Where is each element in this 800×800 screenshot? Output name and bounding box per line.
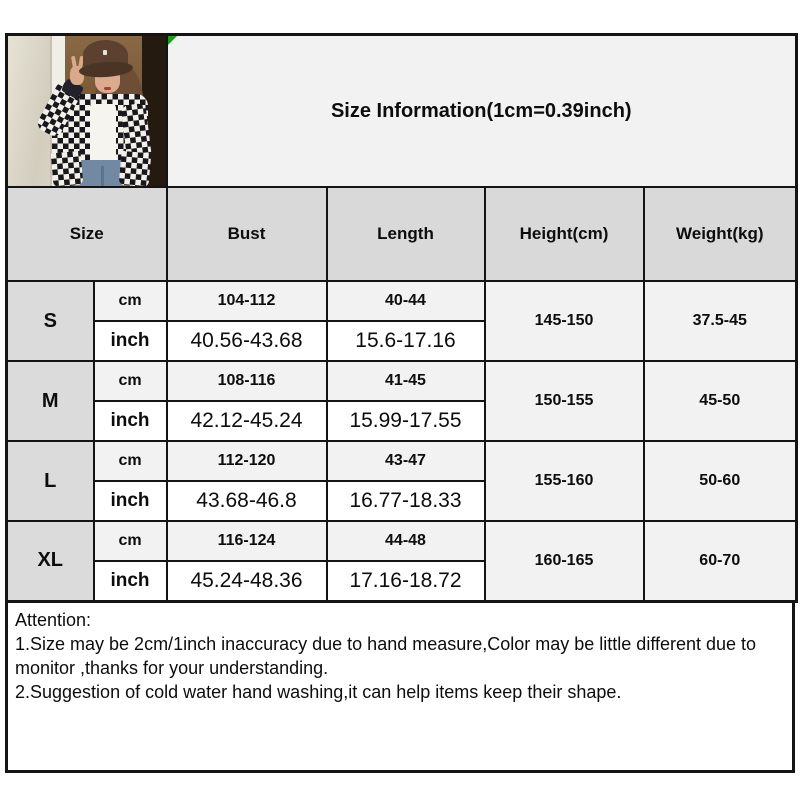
unit-label-cm: cm [94,441,167,481]
cell-corner-marker [168,36,177,45]
unit-label-cm: cm [94,361,167,401]
length-cm-xl: 44-48 [327,521,485,561]
unit-label-inch: inch [94,401,167,441]
size-label-l: L [7,441,94,521]
unit-label-inch: inch [94,321,167,361]
column-header-size: Size [7,187,167,281]
bust-inch-xl: 45.24-48.36 [167,561,327,601]
length-cm-m: 41-45 [327,361,485,401]
bust-inch-m: 42.12-45.24 [167,401,327,441]
column-header-bust: Bust [167,187,327,281]
size-table [5,33,798,603]
unit-label-cm: cm [94,281,167,321]
length-inch-s: 15.6-17.16 [327,321,485,361]
column-header-length: Length [327,187,485,281]
height-s: 145-150 [485,281,644,361]
page-title-cell [167,35,797,188]
weight-xl: 60-70 [644,521,797,601]
attention-line-2: 2.Suggestion of cold water hand washing,it can help items keep their shape. [15,681,622,702]
unit-label-inch: inch [94,481,167,521]
bust-inch-s: 40.56-43.68 [167,321,327,361]
attention-line-1: 1.Size may be 2cm/1inch inaccuracy due to hand measure,Color may be little different due to [15,633,757,654]
photo-jacket-flap-right [119,151,152,186]
size-label-m: M [7,361,94,441]
length-inch-xl: 17.16-18.72 [327,561,485,601]
bust-cm-xl: 116-124 [167,521,327,561]
product-photo [8,36,166,186]
column-header-height: Height(cm) [485,187,644,281]
weight-l: 50-60 [644,441,797,521]
size-label-xl: XL [7,521,94,601]
bust-cm-s: 104-112 [167,281,327,321]
length-inch-l: 16.77-18.33 [327,481,485,521]
unit-label-inch: inch [94,561,167,601]
weight-s: 37.5-45 [644,281,797,361]
bust-cm-l: 112-120 [167,441,327,481]
photo-lips [104,87,111,90]
bust-cm-m: 108-116 [167,361,327,401]
column-header-weight: Weight(kg) [644,187,797,281]
length-inch-m: 15.99-17.55 [327,401,485,441]
unit-label-cm: cm [94,521,167,561]
attention-note [5,603,795,773]
attention-heading: Attention: [15,609,92,630]
photo-cap-logo [103,50,107,55]
length-cm-s: 40-44 [327,281,485,321]
length-cm-l: 43-47 [327,441,485,481]
size-label-s: S [7,281,94,361]
attention-line-1-wrap: monitor ,thanks for your understanding. [15,657,329,678]
product-photo-cell [7,35,167,188]
weight-m: 45-50 [644,361,797,441]
bust-inch-l: 43.68-46.8 [167,481,327,521]
page-title: Size Information(1cm=0.39inch) [330,99,632,122]
height-m: 150-155 [485,361,644,441]
photo-jacket-flap-left [51,151,84,186]
height-l: 155-160 [485,441,644,521]
height-xl: 160-165 [485,521,644,601]
size-chart-sheet [5,33,795,773]
photo-white-top [90,104,116,166]
